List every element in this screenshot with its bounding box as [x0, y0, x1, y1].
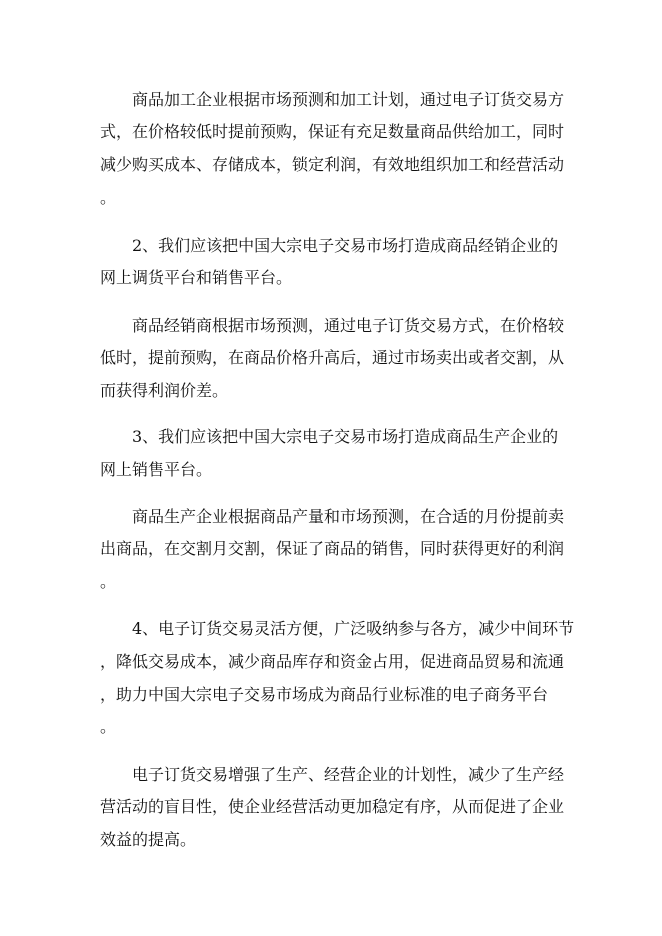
paragraph-4-line-1: 电子订货交易增强了生产、经营企业的计划性，减少了生产经 — [132, 765, 565, 784]
heading-4-line-3: ，助力中国大宗电子交易市场成为商品行业标准的电子商务平台 — [100, 685, 549, 704]
paragraph-2-line-3: 而获得利润价差。 — [100, 381, 229, 400]
paragraph-3-line-2: 出商品，在交割月交割，保证了商品的销售，同时获得更好的利润 — [100, 539, 565, 558]
heading-4-line-2: ，降低交易成本，减少商品库存和资金占用，促进商品贸易和流通 — [100, 652, 565, 671]
paragraph-2-line-2: 低时，提前预购，在商品价格升高后，通过市场卖出或者交割，从 — [100, 348, 565, 367]
heading-2-line-1: 2、我们应该把中国大宗电子交易市场打造成商品经销企业的 — [132, 236, 559, 255]
paragraph-4-line-2: 营活动的盲目性，使企业经营活动更加稳定有序，从而促进了企业 — [100, 797, 565, 816]
paragraph-1-line-4: 。 — [100, 188, 117, 207]
paragraph-3-line-1: 商品生产企业根据商品产量和市场预测，在合适的月份提前卖 — [132, 507, 565, 526]
paragraph-2-line-1: 商品经销商根据市场预测，通过电子订货交易方式，在价格较 — [132, 316, 565, 335]
paragraph-1-line-1: 商品加工企业根据市场预测和加工计划，通过电子订货交易方 — [132, 90, 565, 109]
heading-4-line-1: 4、电子订货交易灵活方便，广泛吸纳参与各方，减少中间环节 — [132, 619, 575, 638]
paragraph-1-line-3: 减少购买成本、存储成本，锁定利润，有效地组织加工和经营活动 — [100, 155, 565, 174]
paragraph-3-line-3: 。 — [100, 572, 117, 591]
paragraph-4-line-3: 效益的提高。 — [100, 830, 197, 849]
paragraph-1-line-2: 式，在价格较低时提前预购，保证有充足数量商品供给加工，同时 — [100, 122, 565, 141]
heading-3-line-1: 3、我们应该把中国大宗电子交易市场打造成商品生产企业的 — [132, 427, 559, 446]
heading-3-line-2: 网上销售平台。 — [100, 460, 213, 479]
heading-2-line-2: 网上调货平台和销售平台。 — [100, 268, 293, 287]
heading-4-line-4: 。 — [100, 717, 117, 736]
